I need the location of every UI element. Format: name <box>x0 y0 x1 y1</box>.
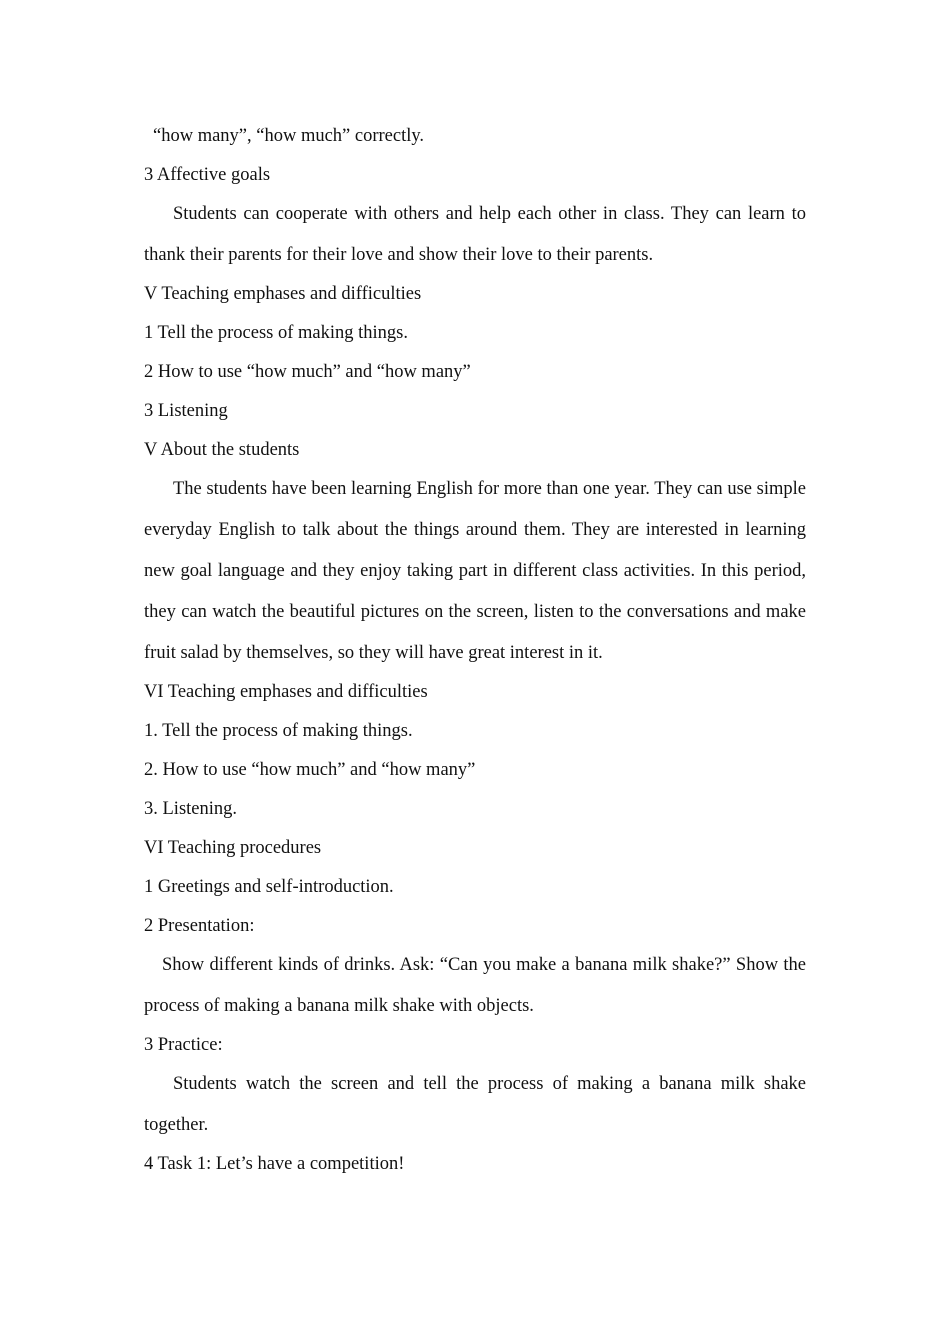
text-line: 2 Presentation: <box>144 916 255 936</box>
text-line: VI Teaching procedures <box>144 838 322 858</box>
text-line: 1 Tell the process of making things. <box>144 323 409 343</box>
paragraph: The students have been learning English for more than one year. They can use simple everyday English to talk about the things around them. They are interested in learning new goal language and they enjoy taking part in different class activities. In this period, they can watch the beautiful pictures on the screen, listen to the conversations and make fruit salad by themselves, so they will have great interest in it. <box>144 479 806 663</box>
text-line: VI Teaching emphases and difficulties <box>144 682 428 702</box>
paragraph: Students can cooperate with others and help each other in class. They can learn to thank their parents for their love and show their love to their parents. <box>144 204 806 265</box>
text-line: “how many”, “how much” correctly. <box>153 126 425 146</box>
text-line: 3 Listening <box>144 401 228 421</box>
text-line: 4 Task 1: Let’s have a competition! <box>144 1154 405 1174</box>
text-line: 3 Practice: <box>144 1035 223 1055</box>
text-line: 3 Affective goals <box>144 165 271 185</box>
text-line: V About the students <box>144 440 300 460</box>
paragraph: Show different kinds of drinks. Ask: “Can you make a banana milk shake?” Show the process of making a banana milk shake with objects. <box>144 955 806 1016</box>
text-line: 1. Tell the process of making things. <box>144 721 413 741</box>
text-line: 2. How to use “how much” and “how many” <box>144 760 476 780</box>
text-line: V Teaching emphases and difficulties <box>144 284 422 304</box>
text-line: 2 How to use “how much” and “how many” <box>144 362 471 382</box>
document-body <box>144 123 806 1190</box>
paragraph: Students watch the screen and tell the process of making a banana milk shake together. <box>144 1074 806 1135</box>
text-line: 3. Listening. <box>144 799 238 819</box>
text-line: 1 Greetings and self-introduction. <box>144 877 394 897</box>
